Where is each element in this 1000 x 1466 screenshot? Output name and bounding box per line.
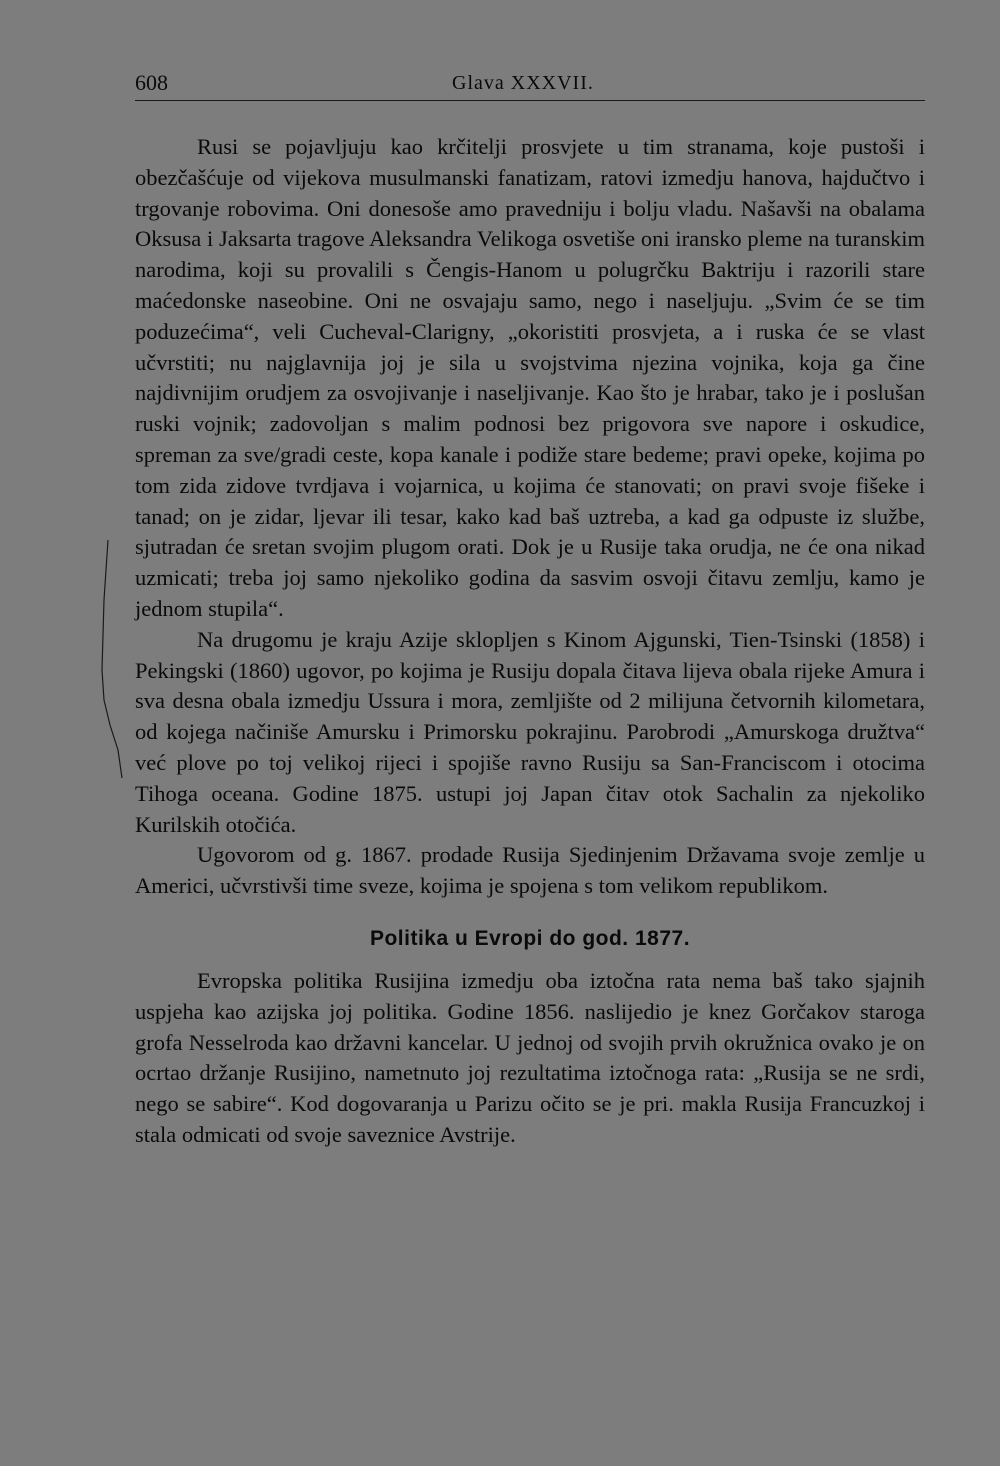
paragraph-2: Na drugomu je kraju Azije sklopljen s Kinom Ajgunski, Tien-Tsinski (1858) i Pekingski (1860) ugovor, po kojima je Rusiju dopala čitava lijeva obala rijeke Amura i sva desna obala izmedju Ussura i mora, zemljište od 2 milijuna četvornih kilometara, od kojega načiniše Amursku i Primorsku pokrajinu. Parobrodi „Amurskoga družtva“ već plove po toj velikoj rijeci i spojiše ravno Rusiju sa San-Franciscom i otocima Tihoga oceana. Godine 1875. ustupi joj Japan čitav otok Sachalin za njekoliko Kurilskih otočića. [135,626,925,837]
body-text [135,132,925,1151]
page-number: 608 [135,70,168,95]
running-title: Glava XXXVII. [452,72,594,94]
header-rule [135,100,925,101]
paragraph-1: Rusi se pojavljuju kao krčitelji prosvjete u tim stranama, koje pustoši i obezčašćuje od vijekova musulmanski fanatizam, ratovi izmedju hanova, hajdučtvo i trgovanje robovima. Oni donesoše amo pravedniju i bolju vladu. Našavši na obalama Oksusa i Jaksarta tragove Aleksandra Velikoga osvetiše oni iransko pleme na turanskim narodima, koji su provalili s Čengis-Hanom u polugrčku Baktriju i razorili stare maćedonske naseobine. Oni ne osvajaju samo, nego i naseljuju. „Svim će se tim poduzećima“, veli Cucheval-Clarigny, „okoristiti prosvjeta, a i ruska će se vlast učvrstiti; nu najglavnija joj je sila u svojstvima njezina vojnika, koja ga čine najdivnijim orudjem za osvojivanje i naseljivanje. Kao što je hrabar, tako je i poslušan ruski vojnik; zadovoljan s malim podnosi bez prigovora sve napore i oskudice, spreman za sve/gradi ceste, kopa kanale i podiže stare bedeme; pravi opeke, kojima po tom zida zidove tvrdjava i vojarnica, u kojima će stanovati; on pravi svoje fišeke i tanad; on je zidar, ljevar ili tesar, kako kad baš uztreba, a kad ga odpuste iz službe, sjutradan će sretan svojim plugom orati. Dok je u Rusije taka orudja, ne će ona nikad uzmicati; treba joj samo njekoliko godina da sasvim osvoji čitavu zemlju, kamo je jednom stupila“. [135,134,925,621]
section-heading: Politika u Evropi do god. 1877. [369,926,691,950]
margin-pencil-mark [88,540,128,780]
paragraph-3: Ugovorom od g. 1867. prodade Rusija Sjedinjenim Državama svoje zemlje u Americi, učvrstivši time sveze, kojima je spojena s tom velikom republikom. [135,842,925,899]
paragraph-4: Evropska politika Rusijina izmedju oba iztočna rata nema baš tako sjajnih uspjeha kao azijska joj politika. Godine 1856. naslijedio je knez Gorčakov staroga grofa Nesselroda kao državni kancelar. U jednoj od svojih prvih okružnica ovako je on ocrtao držanje Rusijino, nametnuto joj rezultatima iztočnoga rata: „Rusija se ne srdi, nego se sabire“. Kod dogovaranja u Parizu očito se je pri. makla Rusija Francuzkoj i stala odmicati od svoje saveznice Avstrije. [135,967,925,1147]
